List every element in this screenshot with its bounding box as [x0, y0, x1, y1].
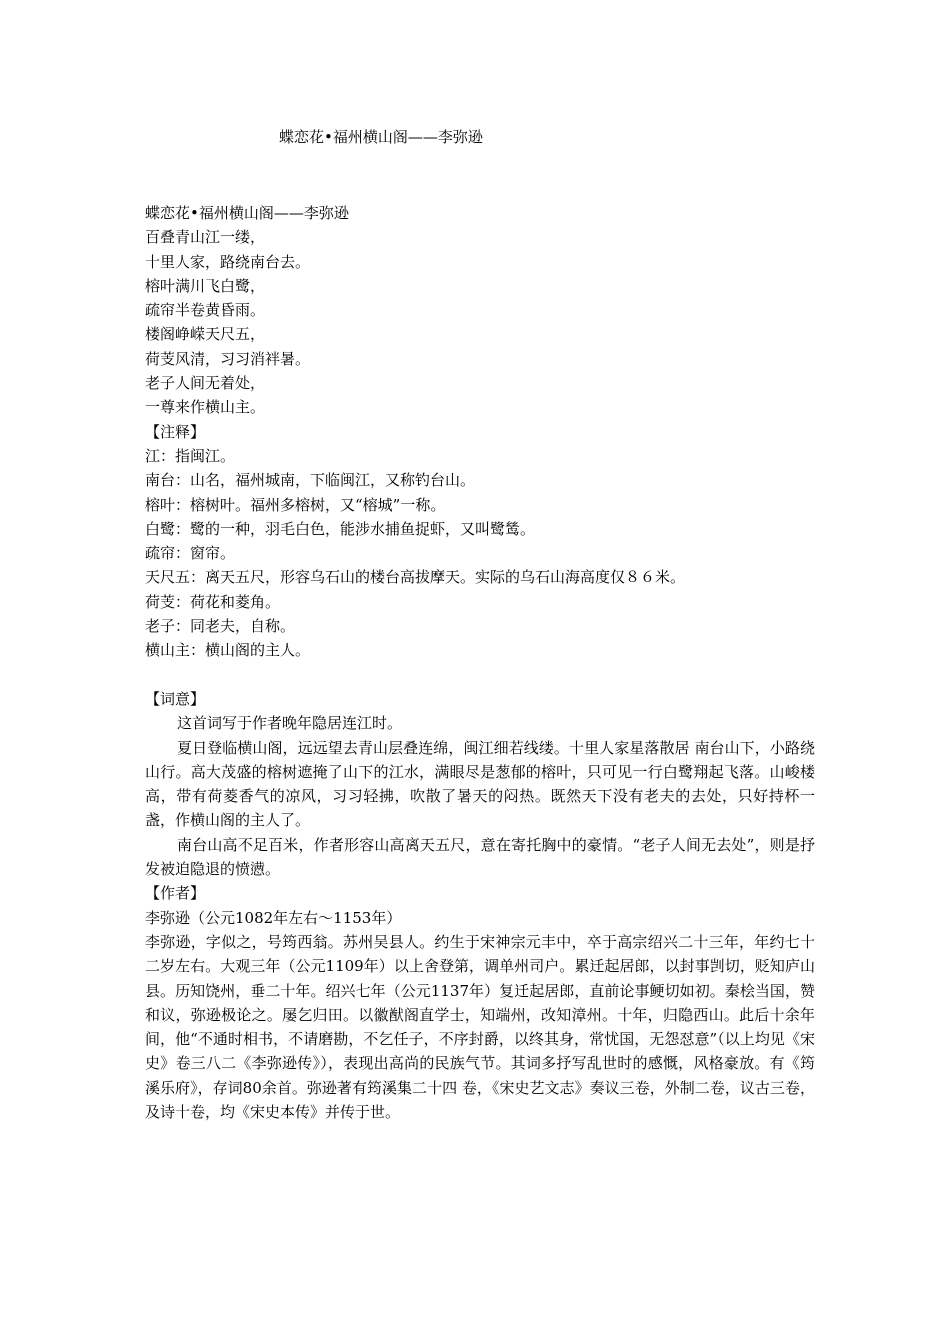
page-title: 蝶恋花•福州横山阁——李弥逊: [279, 128, 483, 146]
poem-line: 疏帘半卷黄昏雨。: [145, 301, 266, 320]
notes-heading: 【注释】: [145, 422, 206, 441]
note-item: 疏帘：窗帘。: [145, 544, 236, 563]
meaning-paragraph: 南台山高不足百米，作者形容山高离天五尺，意在寄托胸中的豪情。“老子人间无去处”，则是抒发被迫隐退的愤懑。: [145, 835, 815, 879]
poem-section: [145, 201, 815, 420]
meaning-heading: 【词意】: [145, 689, 206, 708]
meaning-paragraph: 夏日登临横山阁，远远望去青山层叠连绵，闽江细若线缕。十里人家星落散居 南台山下，小路绕山行。高大茂盛的榕树遮掩了山下的江水，满眼尽是葱郁的榕叶，只可见一行白鹭翔起飞落。山峻楼高，带有荷菱香气的凉风，习习轻拂，吹散了暑天的闷热。既然天下没有老夫的去处，只好持杯一盏，作横山阁的主人了。: [145, 738, 815, 830]
author-heading: 【作者】: [145, 884, 206, 903]
note-item: 榕叶：榕树叶。福州多榕树，又“榕城”一称。: [145, 495, 446, 514]
poem-line: 楼阁峥嵘天尺五，: [145, 325, 266, 344]
meaning-paragraph: 这首词写于作者晚年隐居连江时。: [177, 714, 403, 733]
poem-heading: 蝶恋花•福州横山阁——李弥逊: [145, 204, 349, 222]
document-body: [145, 201, 815, 1124]
note-item: 南台：山名，福州城南，下临闽江，又称钓台山。: [145, 471, 476, 490]
note-item: 横山主：横山阁的主人。: [145, 641, 311, 660]
poem-line: 老子人间无着处，: [145, 374, 266, 393]
note-item: 天尺五：离天五尺，形容乌石山的楼台高拔摩天。实际的乌石山海高度仅８６米。: [145, 568, 686, 587]
note-item: 老子：同老夫，自称。: [145, 617, 296, 636]
author-name-line: 李弥逊（公元1082年左右～1153年）: [145, 908, 402, 927]
note-item: 荷芰：荷花和菱角。: [145, 592, 281, 611]
spacer: [145, 663, 815, 687]
author-bio: 李弥逊，字似之，号筠西翁。苏州吴县人。约生于宋神宗元丰中，卒于高宗绍兴二十三年，年约七十二岁左右。大观三年（公元1109年）以上舍登第，调单州司户。累迁起居郎，以封事剀切，贬知庐山县。历知饶州，垂二十年。绍兴七年（公元1137年）复迁起居郎，直前论事鲠切如初。秦桧当国，赞和议，弥逊极论之。屡乞归田。以徽猷阁直学士，知端州，改知漳州。十年，归隐西山。此后十余年间，他“不通时相书，不请磨勘，不乞任子，不序封爵，以终其身，常忧国，无怨怼意”（以上均见《宋史》卷三八二《李弥逊传》），表现出高尚的民族气节。其词多抒写乱世时的感慨，风格豪放。有《筠溪乐府》，存词80余首。弥逊著有筠溪集二十四 卷，《宋史艺文志》奏议三卷，外制二卷，议古三卷，及诗十卷，均《宋史本传》并传于世。: [145, 932, 815, 1121]
poem-line: 一尊来作横山主。: [145, 398, 266, 417]
notes-section: [145, 420, 815, 663]
poem-line: 十里人家，路绕南台去。: [145, 252, 311, 271]
note-item: 江：指闽江。: [145, 446, 236, 465]
meaning-section: [145, 687, 815, 881]
author-section: [145, 881, 815, 1124]
poem-line: 榕叶满川飞白鹭，: [145, 276, 266, 295]
poem-line: 百叠青山江一缕，: [145, 228, 266, 247]
poem-line: 荷芰风清，习习消袢暑。: [145, 349, 311, 368]
note-item: 白鹭：鹭的一种，羽毛白色，能涉水捕鱼捉虾，又叫鹭鸶。: [145, 519, 536, 538]
